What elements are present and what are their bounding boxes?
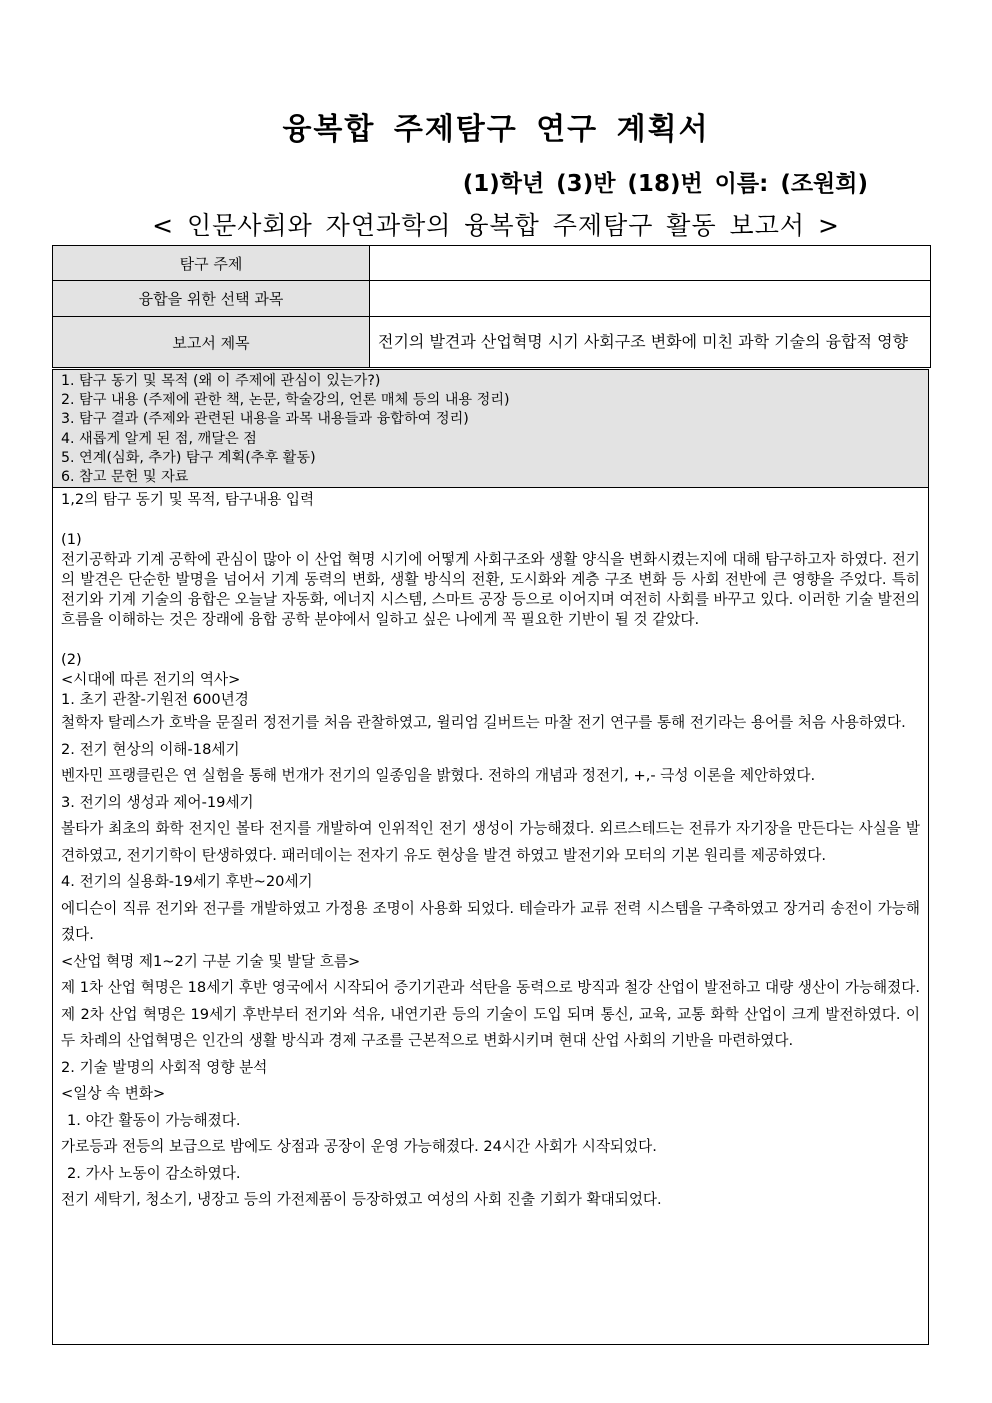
section-1-text: 전기공학과 기계 공학에 관심이 많아 이 산업 혁명 시기에 어떻게 사회구조와 생활 양식을 변화시켰는지에 대해 탐구하고자 하였다. 전기의 발견은 단순한 발명을 넘어서 기계 동력의 변화, 생활 방식의 전환, 도시화와 계층 구조 변화 등 사회 전반에 큰 영향을 주었다. 특히 전기와 기계 기술의 융합은 오늘날 자동화, 에너지 시스템, 스마트 공장 등으로 이어지며 여전히 사회를 바꾸고 있다. 이러한 기술 발전의 흐름을 이해하는 것은 장래에 융합 공학 분야에서 일하고 싶은 나에게 꼭 필요한 기반이 될 것 같았다.: [61, 551, 920, 628]
topic-value[interactable]: [370, 246, 931, 281]
guide-item: 1. 탐구 동기 및 목적 (왜 이 주제에 관심이 있는가?): [61, 373, 381, 389]
report-title-row: [53, 317, 931, 368]
guide-section: [52, 369, 929, 488]
industry-text: 제 1차 산업 혁명은 18세기 후반 영국에서 시작되어 증기기관과 석탄을 동력으로 방직과 철강 산업이 발전하고 대량 생산이 가능해졌다. 제 2차 산업 혁명은 19세기 후반부터 전기와 석유, 내연기관 등의 기술이 도입 되며 통신, 교육, 교통 화학 산업이 크게 발전하였다. 이 두 차례의 산업혁명은 인간의 생활 방식과 경제 구조를 근본적으로 변화시키며 현대 산업 사회의 기반을 마련하였다.: [61, 979, 920, 1049]
history-item-4-text: 에디슨이 직류 전기와 전구를 개발하였고 가정용 조명이 사용화 되었다. 테슬라가 교류 전력 시스템을 구축하였고 장거리 송전이 가능해졌다.: [61, 899, 920, 943]
daily-item-1-text: 가로등과 전등의 보급으로 밤에도 상점과 공장이 운영 가능해졌다. 24시간 사회가 시작되었다.: [61, 1138, 657, 1155]
guide-item: 5. 연계(심화, 추가) 탐구 계획(추후 활동): [61, 449, 316, 466]
daily-item-2-text: 전기 세탁기, 청소기, 냉장고 등의 가전제품이 등장하였고 여성의 사회 진출 기회가 확대되었다.: [61, 1191, 662, 1208]
history-heading: <시대에 따른 전기의 역사>: [61, 671, 241, 688]
section-1-label: (1): [61, 531, 82, 548]
industry-heading: <산업 혁명 제1~2기 구분 기술 및 발달 흐름>: [61, 952, 361, 970]
subjects-value[interactable]: [370, 281, 931, 317]
report-subtitle: < 인문사회와 자연과학의 융복합 주제탐구 활동 보고서 >: [152, 211, 840, 240]
daily-heading: <일상 속 변화>: [61, 1085, 166, 1102]
report-title-value[interactable]: 전기의 발견과 산업혁명 시기 사회구조 변화에 미친 과학 기술의 융합적 영향: [370, 317, 931, 368]
info-table: [52, 245, 931, 368]
history-item-3-title: 3. 전기의 생성과 제어-19세기: [61, 793, 254, 811]
guide-item: 4. 새롭게 알게 된 점, 깨달은 점: [61, 430, 257, 447]
history-item-1-title: 1. 초기 관찰-기원전 600년경: [61, 691, 249, 708]
daily-item-1-title: 1. 야간 활동이 가능해졌다.: [67, 1111, 241, 1129]
report-body[interactable]: [52, 488, 929, 1345]
section-2-label: (2): [61, 651, 82, 668]
daily-item-2-title: 2. 가사 노동이 감소하였다.: [67, 1164, 241, 1182]
guide-item: 3. 탐구 결과 (주제와 관련된 내용을 과목 내용들과 융합하여 정리): [61, 411, 469, 428]
topic-label: 탐구 주제: [53, 246, 370, 281]
subjects-label: 융합을 위한 선택 과목: [53, 281, 370, 317]
report-title-label: 보고서 제목: [53, 317, 370, 368]
guide-item: 2. 탐구 내용 (주제에 관한 책, 논문, 학술강의, 언론 매체 등의 내용 정리): [61, 392, 510, 409]
guide-item: 6. 참고 문헌 및 자료: [61, 469, 189, 486]
history-item-3-text: 볼타가 최초의 화학 전지인 볼타 전지를 개발하여 인위적인 전기 생성이 가능해졌다. 외르스테드는 전류가 자기장을 만든다는 사실을 발견하였고, 전기기학이 탄생하였다. 패러데이는 전자기 유도 현상을 발견 하였고 발전기와 모터의 기본 원리를 제공하였다.: [61, 820, 920, 864]
subjects-row: [53, 281, 931, 317]
topic-row: [53, 246, 931, 281]
document-title: 융복합 주제탐구 연구 계획서: [282, 112, 710, 147]
analysis-title: 2. 기술 발명의 사회적 영향 분석: [61, 1058, 268, 1076]
body-intro: 1,2의 탐구 동기 및 목적, 탐구내용 입력: [61, 491, 315, 508]
history-item-4-title: 4. 전기의 실용화-19세기 후반~20세기: [61, 873, 313, 890]
student-info: (1)학년 (3)반 (18)번 이름: (조원희): [462, 171, 868, 197]
history-item-2-title: 2. 전기 현상의 이해-18세기: [61, 740, 240, 758]
history-item-2-text: 벤자민 프랭클린은 연 실험을 통해 번개가 전기의 일종임을 밝혔다. 전하의 개념과 정전기, +,- 극성 이론을 제안하였다.: [61, 767, 816, 784]
history-item-1-text: 철학자 탈레스가 호박을 문질러 정전기를 처음 관찰하였고, 윌리엄 길버트는 마찰 전기 연구를 통해 전기라는 용어를 처음 사용하였다.: [61, 714, 906, 731]
